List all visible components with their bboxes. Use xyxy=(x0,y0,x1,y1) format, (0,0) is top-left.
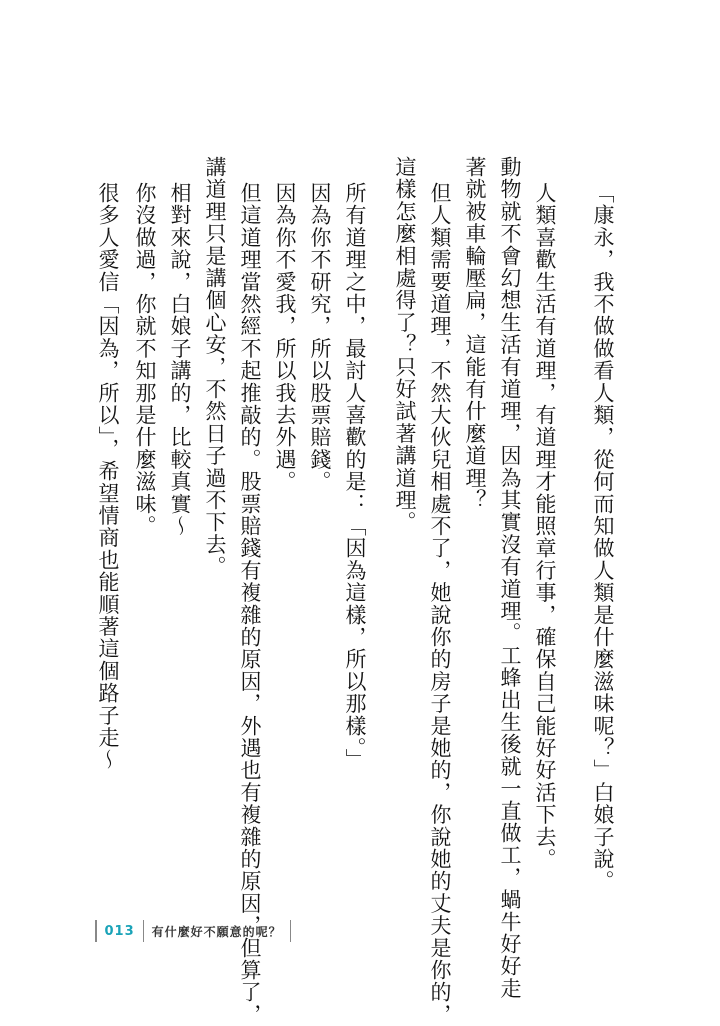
text-column: 你沒做過，你就不知那是什麼滋味。 xyxy=(133,182,157,538)
text-column: 動物就不會幻想生活有道理，因為其實沒有道理。工蜂出生後就一直做工，蝸牛好好走 xyxy=(498,156,522,1000)
page-footer xyxy=(95,917,291,945)
footer-divider xyxy=(290,920,291,942)
text-column: 因為你不研究，所以股票賠錢。 xyxy=(308,182,332,493)
text-column: 這樣怎麼相處得了？只好試著講道理。 xyxy=(393,156,417,534)
text-column: 所有道理之中，最討人喜歡的是：「因為這樣，所以那樣。」 xyxy=(343,182,367,771)
page-number: 013 xyxy=(104,923,135,939)
text-column: 很多人愛信「因為，所以」，希望情商也能順著這個路子走～ xyxy=(96,182,120,771)
text-column: 但人類需要道理，不然大伙兒相處不了，她說你的房子是她的，你說她的丈夫是你的， xyxy=(428,182,452,1026)
text-column: 但這道理當然經不起推敲的。股票賠錢有複雜的原因，外遇也有複雜的原因，但算了， xyxy=(238,182,262,1026)
text-column: 相對來說，白娘子講的，比較真實～ xyxy=(168,182,192,538)
text-column: 因為你不愛我，所以我去外遇。 xyxy=(273,182,297,493)
text-column: 講道理只是講個心安，不然日子過不下去。 xyxy=(203,156,227,578)
text-column: 「康永，我不做做看人類，從何而知做人類是什麼滋味呢？」白娘子說。 xyxy=(591,182,615,893)
text-column: 著就被車輪壓扁，這能有什麼道理？ xyxy=(463,156,487,512)
running-title: 有什麼好不願意的呢？ xyxy=(151,924,282,939)
text-column: 人類喜歡生活有道理，有道理才能照章行事，確保自己能好好活下去。 xyxy=(533,182,557,871)
